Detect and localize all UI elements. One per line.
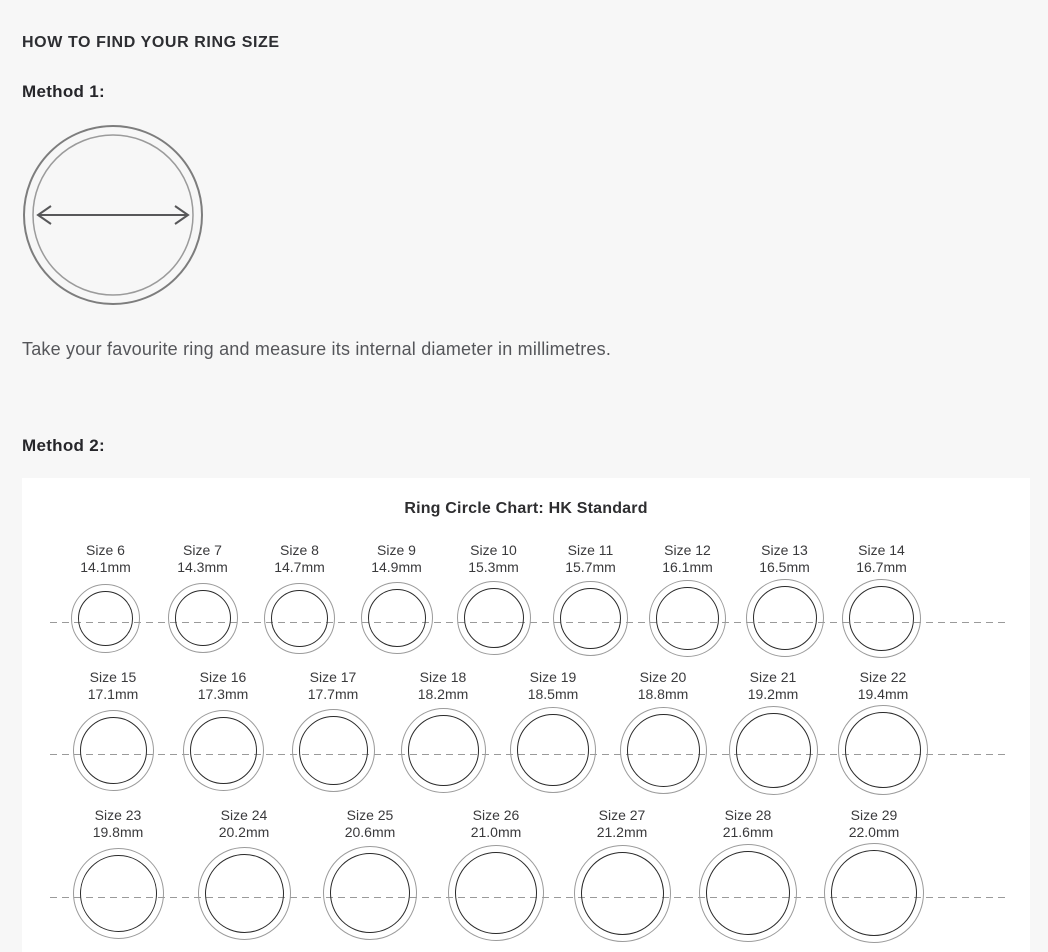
size-name: Size 18 (419, 669, 467, 685)
size-diameter: 21.0mm (470, 824, 522, 840)
size-diameter: 16.5mm (759, 559, 810, 575)
ring-inner-circle (517, 714, 589, 786)
ring-size-cell (433, 807, 559, 947)
ring-size-cell (608, 669, 718, 799)
ring-inner-circle (299, 716, 368, 785)
ring-size-label (759, 542, 810, 578)
size-diameter: 14.7mm (274, 559, 325, 575)
ring-size-label (93, 807, 144, 843)
ring-size-label (597, 807, 648, 843)
ring-outer-circle (183, 710, 264, 791)
ring-outer-circle (292, 709, 375, 792)
ring-circle-box (620, 705, 707, 795)
ring-size-label (723, 807, 774, 843)
ring-size-cell (57, 542, 154, 662)
ring-circle-box (73, 705, 154, 795)
ring-inner-circle (80, 855, 157, 932)
ring-inner-circle (736, 713, 811, 788)
ring-outer-circle (198, 847, 291, 940)
ring-outer-circle (448, 845, 544, 941)
size-name: Size 28 (724, 807, 772, 823)
ring-outer-circle (323, 846, 417, 940)
ring-size-label (638, 669, 689, 705)
ring-size-label (856, 542, 907, 578)
size-diameter: 17.1mm (87, 686, 139, 702)
ring-circle-box (168, 578, 238, 658)
ring-outer-circle (620, 707, 707, 794)
ring-inner-circle (464, 588, 524, 648)
size-name: Size 12 (664, 542, 711, 558)
size-diameter: 18.8mm (637, 686, 689, 702)
ring-outer-circle (699, 844, 797, 942)
ring-circle-box (264, 578, 335, 658)
ring-inner-circle (560, 588, 621, 649)
ring-size-label (274, 542, 325, 578)
size-diameter: 19.8mm (92, 824, 144, 840)
ring-outer-circle (73, 710, 154, 791)
ring-circle-box (842, 578, 921, 658)
size-diameter: 15.7mm (565, 559, 616, 575)
ring-outer-circle (510, 707, 596, 793)
method1-description: Take your favourite ring and measure its internal diameter in millimetres. (22, 339, 612, 359)
ring-circle-box (553, 578, 628, 658)
ring-outer-circle (729, 706, 818, 795)
ring-outer-circle (746, 579, 824, 657)
size-name: Size 13 (761, 542, 808, 558)
ring-circle-box (824, 843, 924, 943)
ring-size-label (371, 542, 422, 578)
size-diameter: 22.0mm (848, 824, 900, 840)
size-diameter: 14.1mm (80, 559, 131, 575)
ring-size-cell (348, 542, 445, 662)
size-diameter: 17.7mm (307, 686, 359, 702)
ring-size-cell (168, 669, 278, 799)
ring-size-label (471, 807, 522, 843)
ring-size-cell (445, 542, 542, 662)
ring-inner-circle (175, 590, 231, 646)
ring-size-cell (251, 542, 348, 662)
ring-outer-circle (401, 708, 486, 793)
ring-inner-circle (190, 717, 257, 784)
ring-inner-circle (78, 591, 133, 646)
ring-size-cell (828, 669, 938, 799)
ring-size-label (858, 669, 909, 705)
ring-size-label (418, 669, 469, 705)
size-diameter: 16.7mm (856, 559, 907, 575)
ring-circle-box (574, 843, 671, 943)
ring-outer-circle (824, 843, 924, 943)
ring-inner-circle (455, 852, 537, 934)
ring-diameter-illustration (22, 124, 204, 306)
size-name: Size 21 (749, 669, 797, 685)
ring-size-cell (58, 669, 168, 799)
ring-inner-circle (656, 587, 719, 650)
size-name: Size 11 (567, 542, 614, 558)
ring-size-cell (55, 807, 181, 947)
ring-size-cell (718, 669, 828, 799)
size-diameter: 14.9mm (371, 559, 422, 575)
ring-size-cell (307, 807, 433, 947)
size-name: Size 24 (220, 807, 268, 823)
ring-inner-circle (205, 854, 284, 933)
diameter-arrow-icon (22, 124, 204, 306)
size-name: Size 26 (472, 807, 520, 823)
size-diameter: 15.3mm (468, 559, 519, 575)
ring-circle-box (71, 578, 140, 658)
ring-outer-circle (842, 579, 921, 658)
ring-outer-circle (361, 582, 433, 654)
size-name: Size 14 (858, 542, 905, 558)
method2-heading: Method 2: (22, 436, 105, 455)
page-title: HOW TO FIND YOUR RING SIZE (22, 34, 280, 51)
size-name: Size 10 (470, 542, 517, 558)
ring-inner-circle (849, 586, 914, 651)
size-name: Size 15 (89, 669, 137, 685)
ring-circle-box (699, 843, 797, 943)
ring-inner-circle (706, 851, 790, 935)
ring-chart-row (22, 807, 1030, 947)
ring-size-label (219, 807, 270, 843)
ring-circle-box (292, 705, 375, 795)
ring-circle-box (401, 705, 486, 795)
size-name: Size 29 (850, 807, 898, 823)
ring-chart-row (22, 542, 1030, 662)
size-diameter: 19.2mm (747, 686, 799, 702)
ring-chart-rows (22, 542, 1030, 947)
chart-title: Ring Circle Chart: HK Standard (404, 500, 648, 517)
size-name: Size 20 (639, 669, 687, 685)
ring-inner-circle (831, 850, 917, 936)
size-name: Size 9 (377, 542, 416, 558)
size-diameter: 20.6mm (344, 824, 396, 840)
ring-size-cell (811, 807, 937, 947)
ring-circle-box (457, 578, 531, 658)
ring-outer-circle (71, 584, 140, 653)
ring-size-cell (685, 807, 811, 947)
size-diameter: 18.5mm (527, 686, 579, 702)
ring-circle-box (183, 705, 264, 795)
ring-circle-box (73, 843, 164, 943)
ring-outer-circle (264, 583, 335, 654)
size-name: Size 7 (183, 542, 222, 558)
ring-size-label (528, 669, 579, 705)
ring-size-label (748, 669, 799, 705)
ring-size-label (177, 542, 228, 578)
ring-outer-circle (457, 581, 531, 655)
ring-size-label (88, 669, 139, 705)
ring-outer-circle (73, 848, 164, 939)
ring-size-label (308, 669, 359, 705)
ring-inner-circle (581, 852, 664, 935)
ring-size-cell (388, 669, 498, 799)
ring-chart-row (22, 669, 1030, 799)
ring-circle-box (448, 843, 544, 943)
ring-inner-circle (271, 590, 328, 647)
ring-size-label (80, 542, 131, 578)
ring-outer-circle (649, 580, 726, 657)
ring-circle-box (746, 578, 824, 658)
method1-heading: Method 1: (22, 82, 105, 101)
size-name: Size 17 (309, 669, 357, 685)
size-name: Size 25 (346, 807, 394, 823)
size-diameter: 21.6mm (722, 824, 774, 840)
ring-size-cell (278, 669, 388, 799)
size-name: Size 23 (94, 807, 142, 823)
ring-size-label (198, 669, 249, 705)
ring-inner-circle (80, 717, 147, 784)
ring-size-cell (559, 807, 685, 947)
ring-outer-circle (553, 581, 628, 656)
ring-outer-circle (168, 583, 238, 653)
ring-size-label (662, 542, 713, 578)
size-diameter: 21.2mm (596, 824, 648, 840)
size-name: Size 8 (280, 542, 319, 558)
size-diameter: 18.2mm (417, 686, 469, 702)
size-name: Size 6 (86, 542, 125, 558)
ring-size-cell (154, 542, 251, 662)
size-diameter: 17.3mm (197, 686, 249, 702)
ring-circle-box (323, 843, 417, 943)
ring-circle-chart (22, 478, 1030, 952)
ring-size-cell (736, 542, 833, 662)
size-diameter: 19.4mm (857, 686, 909, 702)
ring-inner-circle (845, 712, 921, 788)
ring-size-cell (498, 669, 608, 799)
ring-size-cell (542, 542, 639, 662)
ring-outer-circle (838, 705, 928, 795)
ring-circle-box (649, 578, 726, 658)
ring-size-label (565, 542, 616, 578)
ring-circle-box (361, 578, 433, 658)
size-name: Size 22 (859, 669, 907, 685)
ring-circle-box (729, 705, 818, 795)
size-diameter: 20.2mm (218, 824, 270, 840)
ring-size-label (345, 807, 396, 843)
size-diameter: 16.1mm (662, 559, 713, 575)
ring-inner-circle (408, 715, 479, 786)
ring-size-cell (181, 807, 307, 947)
ring-size-label (849, 807, 900, 843)
ring-size-cell (639, 542, 736, 662)
ring-inner-circle (368, 589, 426, 647)
size-name: Size 19 (529, 669, 577, 685)
ring-inner-circle (753, 586, 817, 650)
ring-inner-circle (627, 714, 700, 787)
ring-size-label (468, 542, 519, 578)
size-diameter: 14.3mm (177, 559, 228, 575)
ring-circle-box (198, 843, 291, 943)
ring-size-cell (833, 542, 930, 662)
ring-inner-circle (330, 853, 410, 933)
ring-circle-box (510, 705, 596, 795)
ring-circle-box (838, 705, 928, 795)
size-name: Size 16 (199, 669, 247, 685)
size-name: Size 27 (598, 807, 646, 823)
ring-outer-circle (574, 845, 671, 942)
